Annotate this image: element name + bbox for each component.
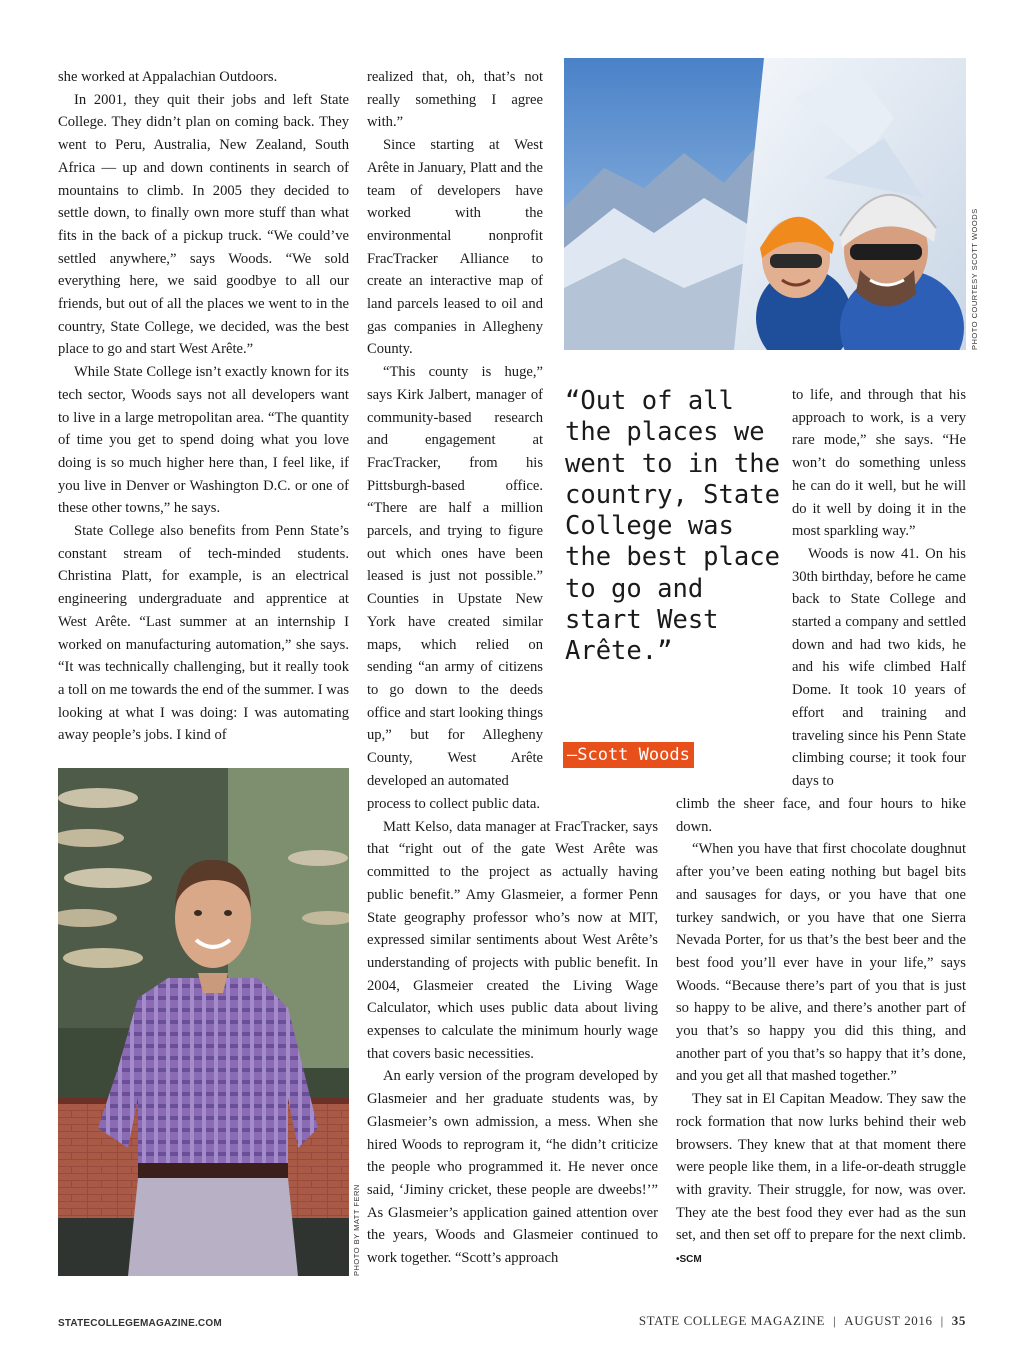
- magazine-name: STATE COLLEGE MAGAZINE: [638, 1313, 826, 1328]
- website-url: STATECOLLEGEMAGAZINE.COM: [58, 1318, 222, 1329]
- article-column-2: [367, 66, 543, 793]
- paragraph: “When you have that first chocolate doughnut after you’ve been eating nothing but bagel bits and sausages for days, or you have that one turkey sandwich, or you have that one Sierra Nevada Porter, for us that’s the best beer and the best food you’ll ever have in your life,” says Woods. “Because there’s part of you that is just so happy to be alive, and there’s another part of you that’s so happy you did this thing, and another part of you that’s so happy that it’s done, and you get all that mashed together.”: [676, 841, 966, 1085]
- paragraph: process to collect public data.: [367, 796, 541, 812]
- photo-credit: PHOTO COURTESY SCOTT WOODS: [970, 208, 979, 350]
- paragraph: Matt Kelso, data manager at FracTracker, says that “right out of the gate West Arête was committed to the project as actually having public benefit.” Amy Glasmeier, a former Penn State geography professor who’s now at MIT, expressed similar sentiments about West Arête’s understanding of projects with public benefit. In 2004, Glasmeier created the Living Wage Calculator, which uses public data about living expenses to calculate the minimum hourly wage that covers basic necessities.: [367, 818, 658, 1062]
- paragraph: she worked at Appalachian Outdoors.: [58, 69, 278, 85]
- paragraph: “This county is huge,” says Kirk Jalbert, manager of community-based research and engagement at FracTracker, from his Pittsburgh-based office. “There are half a million parcels, and trying to figure out which ones have been leased is just not possible.” Counties in Upstate New York have created similar maps, which relied on sending “an army of citizens to go down to the deeds office and start looking things up,” but for Allegheny County, West Arête developed an automated: [367, 364, 543, 789]
- paragraph: climb the sheer face, and four hours to hike down.: [676, 796, 966, 835]
- photo-credit: PHOTO BY MATT FERN: [352, 1184, 361, 1276]
- paragraph: realized that, oh, that’s not really something I agree with.”: [367, 69, 543, 131]
- paragraph: In 2001, they quit their jobs and left State College. They didn’t plan on coming back. They went to Peru, Australia, New Zealand, South Africa — up and down continents in search of mountains to climb. In 2005 they decided to settle down, to finally own more stuff than what fits in the back of a pickup truck. “We could’ve settled anywhere,” says Woods. “We sold everything here, we said goodbye to all our friends, but out of all the places we went to in the country, State College, we decided, was the best place to go and start West Arête.”: [58, 91, 349, 358]
- paragraph-text: They sat in El Capitan Meadow. They saw the rock formation that now lurks behind their web browsers. They knew that at that moment there were people like them, in a life-or-death struggle with gravity. Their struggle, for now, was over. They ate the best food they ever had as the sun set, and then set off to prepare for the next climb.: [676, 1091, 966, 1244]
- article-column-1: [58, 66, 349, 747]
- folio: STATE COLLEGE MAGAZINE | AUGUST 2016 | 35: [638, 1313, 966, 1328]
- end-mark: •SCM: [676, 1254, 702, 1266]
- pull-quote: “Out of all the places we went to in the country, State College was the best place to go and start West Arête.”: [565, 386, 780, 667]
- paragraph: to life, and through that his approach to work, is a very rare mode,” she says. “He won’t do something unless he can do it well, but he will do it well by doing it in the most sparkling way.”: [792, 387, 966, 540]
- paragraph: [676, 1088, 966, 1272]
- page-number: 35: [951, 1313, 966, 1328]
- paragraph: While State College isn’t exactly known for its tech sector, Woods says not all developers want to live in a large metropolitan area. “The quantity of time you get to spend doing what you love doing is so much higher here than, I feel like, if you live in Denver or Washington D.C. or one of these other towns,” he says.: [58, 364, 349, 517]
- paragraph: State College also benefits from Penn State’s constant stream of tech-minded students. Christina Platt, for example, is an electrical engineering undergraduate and apprentice at West Arête. “Last summer at an internship I worked on manufacturing automation,” she says. “It was technically challenging, but it really took a toll on me towards the end of the summer. I was looking at what I was doing: I was automating away people’s jobs. I kind of: [58, 523, 349, 744]
- portrait-photo: [58, 768, 349, 1276]
- paragraph: Woods is now 41. On his 30th birthday, before he came back to State College and started a company and settled down and had two kids, he and his wife climbed Half Dome. It took 10 years of effort and training and traveling since his Penn State climbing course; it took four days to: [792, 545, 966, 789]
- issue-date: AUGUST 2016: [844, 1313, 933, 1328]
- article-column-3-lower: [676, 793, 966, 1272]
- paragraph: Since starting at West Arête in January, Platt and the team of developers have worked with the environmental nonprofit FracTracker Alliance to create an interactive map of land parcels leased to oil and gas companies in Allegheny County.: [367, 137, 543, 358]
- climbers-photo: [564, 58, 966, 350]
- article-column-2-lower: [367, 793, 658, 1270]
- article-column-3: [792, 384, 966, 793]
- paragraph: An early version of the program developed by Glasmeier and her graduate students was, by Glasmeier’s own admission, a mess. When she hired Woods to reprogram it, “he didn’t criticize the people who programmed it. He never once said, ‘Jiminy cricket, these people are dweebs!’” As Glasmeier’s application gained attention over the years, Woods and Glasmeier continued to work together. “Scott’s approach: [367, 1068, 658, 1267]
- pull-quote-attribution: —Scott Woods: [563, 742, 694, 768]
